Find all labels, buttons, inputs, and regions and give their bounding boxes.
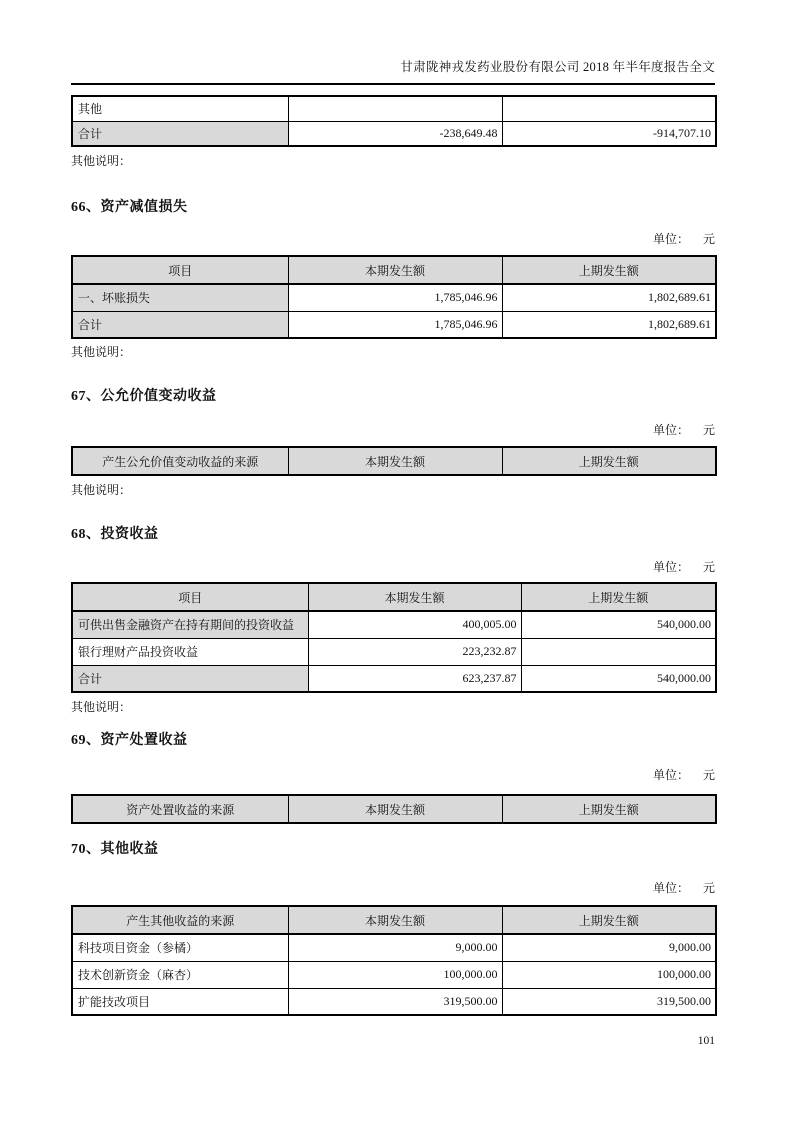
- prior-period-cell: 540,000.00: [521, 611, 716, 638]
- current-period-cell: 400,005.00: [308, 611, 521, 638]
- column-header-source: 产生公允价值变动收益的来源: [72, 447, 288, 475]
- unit-line: [71, 880, 715, 896]
- table-row: [72, 934, 716, 961]
- table-investment-income: [71, 582, 717, 693]
- table-header-row: [72, 447, 716, 475]
- table-row: [72, 638, 716, 665]
- unit-line: [71, 559, 715, 575]
- section-heading-69: 69、资产处置收益: [71, 733, 188, 748]
- table-header-row: [72, 906, 716, 934]
- header-rule: [71, 83, 715, 85]
- column-header-item: 项目: [72, 256, 288, 284]
- column-header-prior: 上期发生额: [521, 583, 716, 611]
- section-67: [71, 388, 715, 499]
- current-period-cell: 223,232.87: [308, 638, 521, 665]
- column-header-current: 本期发生额: [288, 795, 502, 823]
- item-cell: 扩能技改项目: [72, 988, 288, 1015]
- unit-value: 元: [702, 768, 715, 782]
- table-row: [72, 284, 716, 311]
- column-header-source: 产生其他收益的来源: [72, 906, 288, 934]
- section-69: [71, 732, 715, 824]
- table-other-income: [71, 905, 717, 1016]
- prior-period-cell: 100,000.00: [502, 961, 716, 988]
- item-cell: 技术创新资金（麻杏）: [72, 961, 288, 988]
- section-heading-67: 67、公允价值变动收益: [71, 389, 217, 404]
- item-cell: 银行理财产品投资收益: [72, 638, 308, 665]
- unit-value: 元: [702, 232, 715, 246]
- item-cell: 其他: [72, 96, 288, 121]
- current-period-cell: 623,237.87: [308, 665, 521, 692]
- unit-value: 元: [702, 423, 715, 437]
- item-cell: 科技项目资金（参橘）: [72, 934, 288, 961]
- unit-value: 元: [702, 560, 715, 574]
- section-heading-66: 66、资产减值损失: [71, 200, 188, 215]
- item-cell: 合计: [72, 121, 288, 146]
- notes-label: 其他说明：: [71, 154, 132, 168]
- prior-period-cell: 319,500.00: [502, 988, 716, 1015]
- table-header-row: [72, 256, 716, 284]
- unit-line: [71, 231, 715, 247]
- current-period-cell: 100,000.00: [288, 961, 502, 988]
- page-number: 101: [697, 1035, 715, 1047]
- column-header-source: 资产处置收益的来源: [72, 795, 288, 823]
- item-cell: 合计: [72, 311, 288, 338]
- unit-label: 单位：: [652, 560, 689, 574]
- column-header-current: 本期发生额: [288, 447, 502, 475]
- table-row: [72, 961, 716, 988]
- unit-label: 单位：: [652, 423, 689, 437]
- prior-period-cell: 540,000.00: [521, 665, 716, 692]
- table-row: [72, 121, 716, 146]
- column-header-current: 本期发生额: [308, 583, 521, 611]
- table-header-row: [72, 583, 716, 611]
- current-period-cell: -238,649.48: [288, 121, 502, 146]
- unit-line: [71, 767, 715, 783]
- report-header-title: 甘肃陇神戎发药业股份有限公司 2018 年半年度报告全文: [400, 60, 715, 74]
- section-66: [71, 199, 715, 361]
- table-asset-disposal-gains: [71, 794, 717, 824]
- current-period-cell: 1,785,046.96: [288, 284, 502, 311]
- column-header-item: 项目: [72, 583, 308, 611]
- notes-label: 其他说明：: [71, 345, 132, 359]
- prior-period-cell: 1,802,689.61: [502, 311, 716, 338]
- column-header-prior: 上期发生额: [502, 906, 716, 934]
- prior-period-cell: -914,707.10: [502, 121, 716, 146]
- unit-label: 单位：: [652, 768, 689, 782]
- item-cell: 一、坏账损失: [72, 284, 288, 311]
- prior-period-cell: [521, 638, 716, 665]
- section-heading-68: 68、投资收益: [71, 527, 159, 542]
- section-70: [71, 841, 715, 1016]
- table-continued: [71, 95, 717, 147]
- table-row: [72, 665, 716, 692]
- column-header-prior: 上期发生额: [502, 795, 716, 823]
- unit-value: 元: [702, 881, 715, 895]
- column-header-current: 本期发生额: [288, 906, 502, 934]
- current-period-cell: 319,500.00: [288, 988, 502, 1015]
- current-period-cell: 1,785,046.96: [288, 311, 502, 338]
- column-header-prior: 上期发生额: [502, 256, 716, 284]
- prior-period-cell: [502, 96, 716, 121]
- notes-label: 其他说明：: [71, 483, 132, 497]
- unit-line: [71, 422, 715, 438]
- table-fair-value-gains: [71, 446, 717, 476]
- table-asset-impairment: [71, 255, 717, 339]
- unit-label: 单位：: [652, 881, 689, 895]
- item-cell: 可供出售金融资产在持有期间的投资收益: [72, 611, 308, 638]
- current-period-cell: 9,000.00: [288, 934, 502, 961]
- column-header-prior: 上期发生额: [502, 447, 716, 475]
- table-row: [72, 611, 716, 638]
- table-header-row: [72, 795, 716, 823]
- column-header-current: 本期发生额: [288, 256, 502, 284]
- section-68: [71, 526, 715, 716]
- table-row: [72, 988, 716, 1015]
- section-heading-70: 70、其他收益: [71, 842, 159, 857]
- table-row: [72, 311, 716, 338]
- prior-period-cell: 9,000.00: [502, 934, 716, 961]
- table-row: [72, 96, 716, 121]
- notes-label: 其他说明：: [71, 700, 132, 714]
- unit-label: 单位：: [652, 232, 689, 246]
- current-period-cell: [288, 96, 502, 121]
- item-cell: 合计: [72, 665, 308, 692]
- prior-period-cell: 1,802,689.61: [502, 284, 716, 311]
